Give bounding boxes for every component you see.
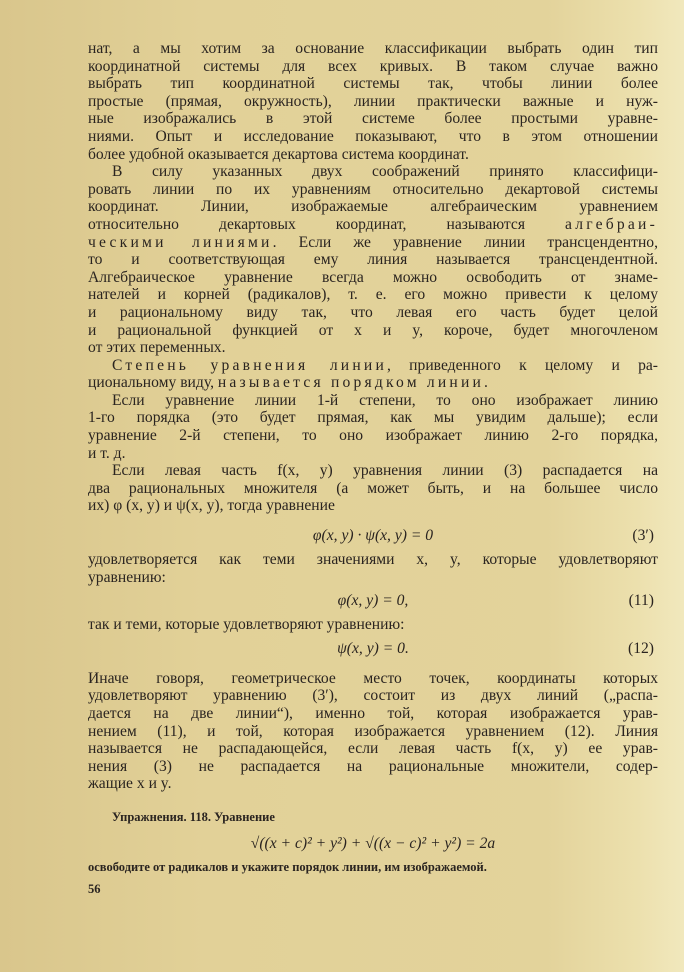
text-line: их) φ (x, y) и ψ(x, y), тогда уравнение	[88, 497, 335, 515]
text-segment: ровать линии по их уравнениям относительно декартовой системы	[88, 180, 658, 198]
exercise-text: освободите от радикалов и укажите порядок линии, им изображаемой.	[88, 859, 487, 874]
equation	[88, 586, 658, 616]
text-segment: циональному виду,	[88, 374, 218, 392]
equation-formula: φ(x, y) · ψ(x, y) = 0	[312, 527, 434, 545]
text-line: нат, а мы хотим за основание классификации выбрать один тип	[88, 40, 658, 57]
text-segment: и рациональному виду так, что левая его часть будет целой	[88, 303, 658, 321]
paragraph-6	[88, 551, 658, 586]
page-number: 56	[88, 881, 101, 896]
emphasized-term: ческими линиями	[88, 233, 273, 251]
text-line: удовлетворяется как теми значениями x, y, которые удовлетворяют	[88, 551, 658, 569]
paragraph-7	[88, 616, 658, 634]
text-line	[88, 339, 658, 357]
text-line: так и теми, которые удовлетворяют уравнению:	[88, 616, 405, 634]
text-line	[88, 181, 658, 199]
text-segment: координат. Линии, изображаемые алгебраическим уравнением	[88, 198, 658, 216]
text-line: координатной системы для всех кривых. В таком случае важно	[88, 57, 658, 75]
equation-formula: √((x + c)² + y²) + √((x − c)² + y²) = 2a	[250, 834, 496, 852]
text-line	[88, 357, 658, 375]
text-line: нением (11), и той, которая изображается уравнением (12). Линия	[88, 722, 658, 740]
text-line	[88, 286, 658, 304]
text-segment: , приведенного к целому и ра-	[387, 356, 658, 374]
text-line: называется не распадающейся, если левая часть f(x, y) ее урав-	[88, 740, 658, 758]
paragraph-5	[88, 462, 658, 515]
emphasized-term: Степень уравнения линии	[112, 356, 387, 374]
text-line: уравнение 2-й степени, то оно изображает линию 2-го порядка,	[88, 427, 658, 445]
text-line	[88, 234, 658, 252]
text-segment: . Если же уравнение линии трансцендентно,	[272, 233, 659, 251]
text-segment: нателей и корней (радикалов), т. е. его можно привести к целому	[88, 286, 658, 304]
equation	[88, 634, 658, 664]
text-line: нения (3) не распадается на рациональные множители, содер-	[88, 757, 658, 775]
text-line: Если уравнение линии 1-й степени, то оно изображает линию	[112, 391, 658, 409]
text-line: 1-го порядка (это будет прямая, как мы увидим дальше); если	[88, 409, 658, 427]
text-segment: относительно декартовых координат, называются	[88, 215, 566, 233]
equation-formula: φ(x, y) = 0,	[337, 592, 409, 610]
text-line	[88, 374, 658, 392]
text-segment: .	[484, 374, 488, 392]
text-line	[88, 216, 658, 234]
exercise-formula	[88, 829, 658, 859]
text-line	[88, 269, 658, 287]
paragraph-4	[88, 392, 658, 462]
text-line: ные изображались в этой системе более простыми уравне-	[88, 110, 658, 128]
paragraph-8	[88, 670, 658, 793]
equation-number: (12)	[628, 639, 654, 657]
text-line: выбрать тип координатной системы так, чтобы линии более	[88, 75, 658, 93]
text-segment: и рациональной функцией от x и y, короче, будет многочленом	[88, 321, 658, 339]
text-line: Если левая часть f(x, y) уравнения линии (3) распадается на	[112, 462, 658, 480]
text-line	[88, 163, 658, 181]
emphasized-term: алгебраи-	[565, 215, 658, 233]
text-line: удовлетворяют уравнению (3′), состоит из двух линий („распа-	[88, 687, 658, 705]
text-line: уравнению:	[88, 568, 166, 586]
paragraph-3	[88, 357, 658, 392]
text-line: ниями. Опыт и исследование показывают, что в этом отношении	[88, 127, 658, 145]
text-line: Иначе говоря, геометрическое место точек, координаты которых	[88, 669, 658, 687]
text-line	[88, 198, 658, 216]
paragraph-1	[88, 40, 658, 163]
equation	[88, 521, 658, 551]
text-line: дается на две линии“), именно той, которая изображается урав-	[88, 705, 658, 722]
text-line	[88, 304, 658, 322]
text-line	[88, 322, 658, 340]
text-segment: Алгебраическое уравнение всегда можно освободить от знаме-	[88, 268, 658, 286]
text-line: и т. д.	[88, 444, 126, 462]
document-page	[88, 40, 658, 898]
equation-number: (11)	[628, 592, 654, 610]
text-line: более удобной оказывается декартова система координат.	[88, 145, 469, 163]
text-segment: то и соответствующая ему линия называется трансцендентной.	[88, 251, 658, 269]
paragraph-2	[88, 163, 658, 357]
text-line: жащие x и y.	[88, 775, 172, 793]
equation-number: (3′)	[632, 527, 654, 545]
exercise-heading: Упражнения. 118. Уравнение	[112, 809, 275, 824]
text-line: два рациональных множителя (а может быть, и на большее число	[88, 479, 658, 497]
text-line	[88, 251, 658, 269]
text-segment: от этих переменных.	[88, 339, 226, 357]
emphasized-term: называется порядком линии	[217, 374, 485, 392]
text-line: простые (прямая, окружность), линии практически важные и нуж-	[88, 92, 658, 110]
equation-formula: ψ(x, y) = 0.	[337, 639, 409, 657]
text-segment: В силу указанных двух соображений принято классифици-	[112, 163, 658, 181]
